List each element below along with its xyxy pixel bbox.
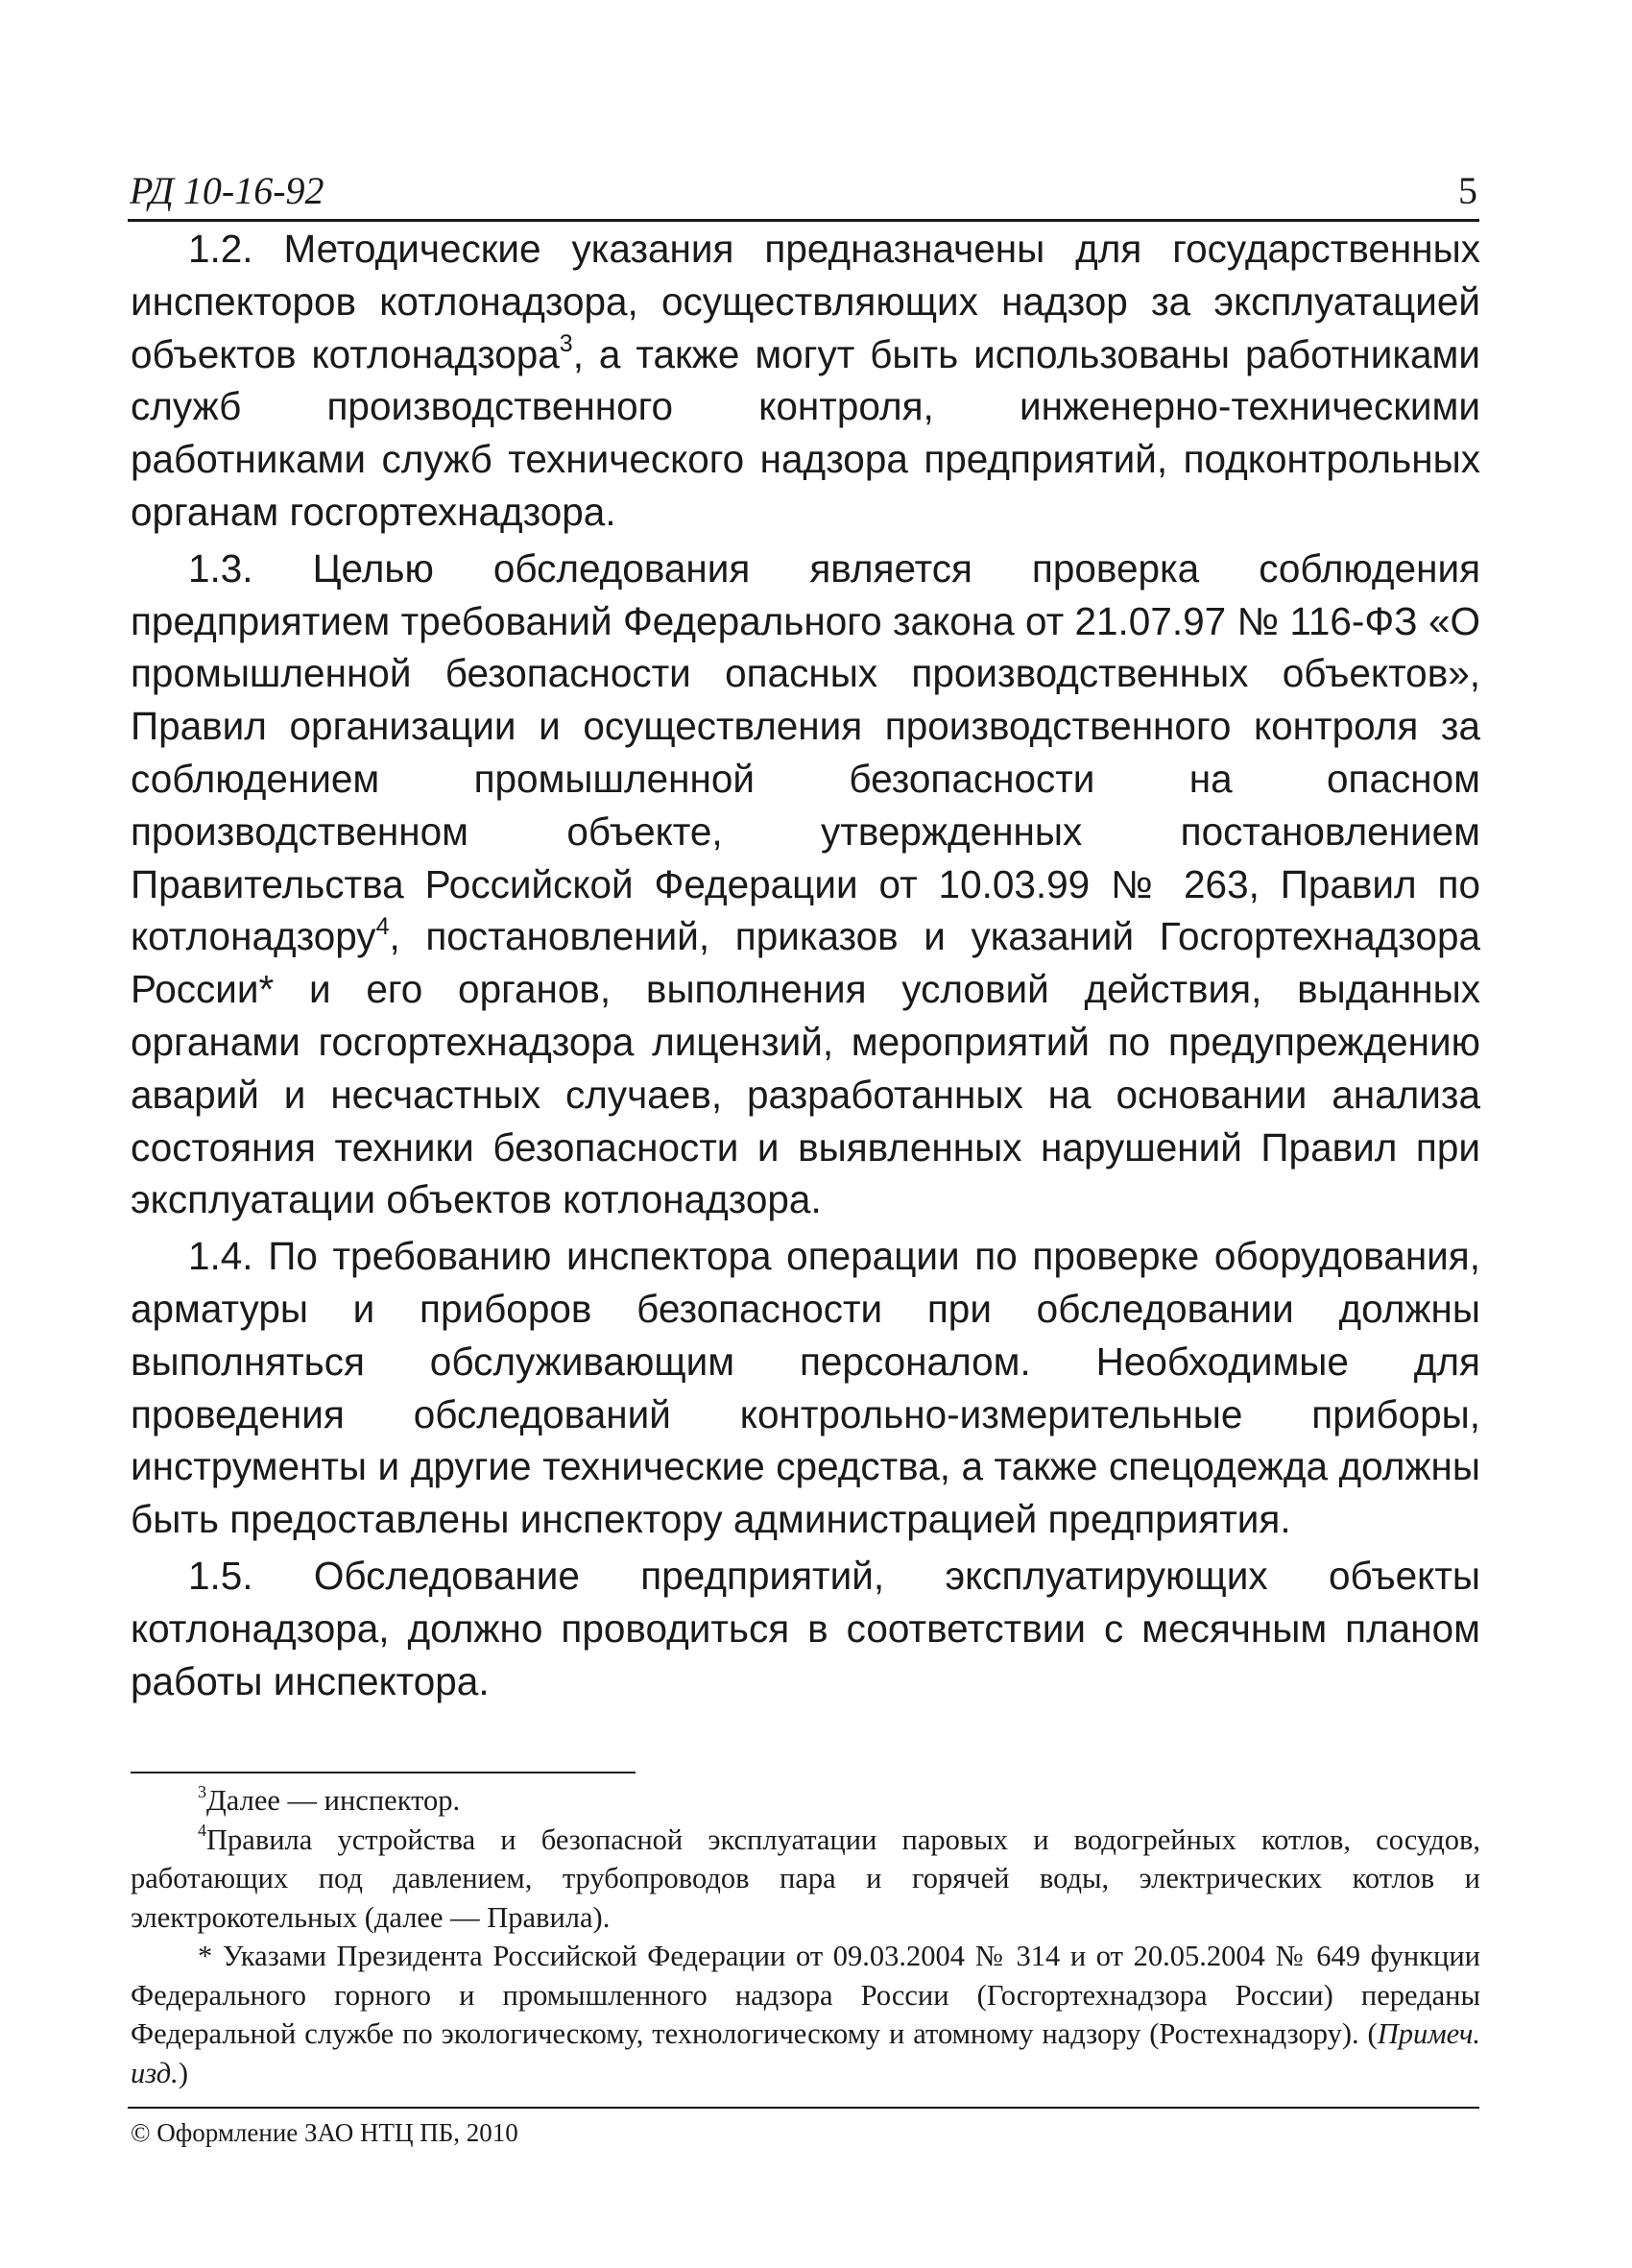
footnote-text: Далее — инспектор. xyxy=(206,1784,461,1817)
running-header xyxy=(128,169,1479,222)
footnote-4 xyxy=(131,1821,1480,1938)
footnote-mark: 4 xyxy=(198,1821,206,1841)
paragraph-text: 1.3. Целью обследования является проверка соблюдения предприятием требований Федерального закона от 21.07.97 № 116-ФЗ «О промышленной безопасности опасных производственных объектов», Правил организации и осуществления производственного контроля за соблюдением промышленной безопасности на опасном производственном объекте, утвержденных постановлением Правительства Российской Федерации от 10.03.99 № 263, Правил по котлонадзору xyxy=(131,545,1480,959)
paragraph-text: , а также могут быть использованы работниками служб производственного контроля, инженерно-техническими работниками служб технического надзора предприятий, подконтрольных органам госгортехнадзора. xyxy=(131,331,1480,534)
footnote-star xyxy=(131,1937,1480,2092)
footnotes xyxy=(131,1781,1480,2092)
footnote-separator xyxy=(131,1772,636,1773)
footnote-ref: 3 xyxy=(559,330,573,358)
paragraph-1-4: 1.4. По требованию инспектора операции по проверке оборудования, арматуры и приборов безопасности при обследовании должны выполняться обслуживающим персоналом. Необходимые для проведения обследований контрольно-измерительные приборы, инструменты и другие технические средства, а также спецодежда должны быть предоставлены инспектору администрацией предприятия. xyxy=(131,1234,1480,1542)
document-code: РД 10-16-92 xyxy=(130,169,324,212)
page-number: 5 xyxy=(1458,169,1477,212)
footer-rule xyxy=(128,2107,1479,2109)
publisher-note: Примеч. изд. xyxy=(131,2017,1480,2089)
footnote-mark: 3 xyxy=(198,1781,206,1801)
paragraph-1-2 xyxy=(131,223,1480,539)
copyright-notice: © Оформление ЗАО НТЦ ПБ, 2010 xyxy=(131,2118,518,2147)
footnote-3 xyxy=(131,1781,1480,1821)
paragraph-text: 1.2. Методические указания предназначены для государственных инспекторов котлонадзора, осуществляющих надзор за эксплуатацией объектов котлонадзора xyxy=(131,227,1480,376)
body-text xyxy=(131,223,1480,1707)
footnote-text: ) xyxy=(178,2056,188,2089)
footnote-text: Правила устройства и безопасной эксплуатации паровых и водогрейных котлов, сосудов, работающих под давлением, трубопроводов пара и горячей воды, электрических котлов и электрокотельных (далее — Правила). xyxy=(131,1822,1480,1934)
paragraph-text: , постановлений, приказов и указаний Госгортехнадзора России* и его органов, выполнения условий действия, выданных органами госгортехнадзора лицензий, мероприятий по предупреждению аварий и несчастных случаев, разработанных на основании анализа состояния техники безопасности и выявленных нарушений Правил при эксплуатации объектов котлонадзора. xyxy=(131,914,1480,1222)
paragraph-1-3 xyxy=(131,543,1480,1226)
footnote-text: * Указами Президента Российской Федерации от 09.03.2004 № 314 и от 20.05.2004 № 649 функции Федерального горного и промышленного надзора России (Госгортехнадзора России) переданы Федеральной службе по экологическому, технологическому и атомному надзору (Ростехнадзору). ( xyxy=(131,1940,1480,2050)
paragraph-1-5: 1.5. Обследование предприятий, эксплуатирующих объекты котлонадзора, должно проводиться в соответствии с месячным планом работы инспектора. xyxy=(131,1553,1480,1703)
footnote-ref: 4 xyxy=(375,912,390,940)
